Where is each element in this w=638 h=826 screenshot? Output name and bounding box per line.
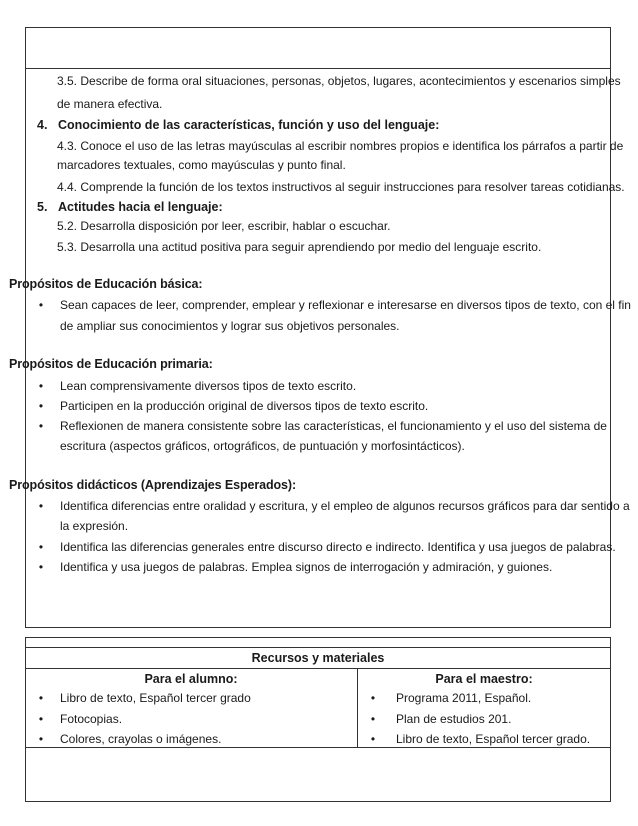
didacticos-bullet-1-line2: la expresión. xyxy=(60,519,129,533)
propositos-primaria-title: Propósitos de Educación primaria: xyxy=(9,357,213,371)
primaria-bullet-3-line1: Reflexionen de manera consistente sobre las características, el funcionamiento y el uso del sistema de xyxy=(60,419,607,433)
didacticos-bullet-1-line1: Identifica diferencias entre oralidad y escritura, y el empleo de algunos recursos gráficos para dar sentido a xyxy=(60,499,630,513)
bullet-icon: • xyxy=(38,419,44,433)
bullet-icon: • xyxy=(38,499,44,513)
basica-bullet-1-line2: de ampliar sus conocimientos y lograr sus objetivos personales. xyxy=(60,319,400,333)
maestro-column-title: Para el maestro: xyxy=(435,672,533,686)
didacticos-bullet-2: Identifica las diferencias generales entre discurso directo e indirecto. Identifica y usa juegos de palabras. xyxy=(60,540,616,554)
resources-title: Recursos y materiales xyxy=(251,651,385,665)
bullet-icon: • xyxy=(38,691,44,705)
item-4-3-line2: marcadores textuales, como mayúsculas y punto final. xyxy=(57,158,346,172)
bullet-icon: • xyxy=(38,732,44,746)
didacticos-bullet-3: Identifica y usa juegos de palabras. Emplea signos de interrogación y admiración, y guiones. xyxy=(60,560,553,574)
propositos-basica-title: Propósitos de Educación básica: xyxy=(9,277,203,291)
maestro-item: Plan de estudios 201. xyxy=(396,712,512,726)
alumno-item: Colores, crayolas o imágenes. xyxy=(60,732,222,746)
heading-5-number: 5. xyxy=(37,200,48,214)
item-5-3: 5.3. Desarrolla una actitud positiva para seguir aprendiendo por medio del lenguaje escrito. xyxy=(57,240,542,254)
resources-top-divider xyxy=(25,647,611,648)
bullet-icon: • xyxy=(38,379,44,393)
resources-bottom-divider xyxy=(25,747,611,748)
item-3-5-line1: 3.5. Describe de forma oral situaciones, personas, objetos, lugares, acontecimientos y escenarios simples xyxy=(57,74,621,88)
alumno-item: Fotocopias. xyxy=(60,712,123,726)
bullet-icon: • xyxy=(38,399,44,413)
item-5-2: 5.2. Desarrolla disposición por leer, escribir, hablar o escuchar. xyxy=(57,219,391,233)
primaria-bullet-3-line2: escritura (aspectos gráficos, ortográficos, de puntuación y morfosintácticos). xyxy=(60,439,465,453)
resources-header-divider xyxy=(25,668,611,669)
bullet-icon: • xyxy=(370,691,376,705)
bullet-icon: • xyxy=(38,540,44,554)
bullet-icon: • xyxy=(370,712,376,726)
heading-4 xyxy=(37,117,439,133)
maestro-item: Programa 2011, Español. xyxy=(396,691,532,705)
heading-5-text: Actitudes hacia el lenguaje: xyxy=(58,200,223,214)
heading-5 xyxy=(37,199,223,215)
primaria-bullet-2: Participen en la producción original de diversos tipos de texto escrito. xyxy=(60,399,429,413)
alumno-column-title: Para el alumno: xyxy=(144,672,238,686)
bullet-icon: • xyxy=(370,732,376,746)
alumno-item: Libro de texto, Español tercer grado xyxy=(60,691,251,705)
primaria-bullet-1: Lean comprensivamente diversos tipos de texto escrito. xyxy=(60,379,357,393)
propositos-didacticos-title: Propósitos didácticos (Aprendizajes Esperados): xyxy=(9,478,297,492)
item-3-5-line2: de manera efectiva. xyxy=(57,97,163,111)
item-4-3-line1: 4.3. Conoce el uso de las letras mayúsculas al escribir nombres propios e identifica los párrafos a partir de xyxy=(57,139,624,153)
basica-bullet-1-line1: Sean capaces de leer, comprender, emplear y reflexionar e interesarse en diversos tipos de texto, con el fin xyxy=(60,298,631,312)
maestro-item: Libro de texto, Español tercer grado. xyxy=(396,732,591,746)
heading-4-number: 4. xyxy=(37,118,48,132)
bullet-icon: • xyxy=(38,560,44,574)
header-divider xyxy=(25,68,611,69)
bullet-icon: • xyxy=(38,298,44,312)
item-4-4: 4.4. Comprende la función de los textos instructivos al seguir instrucciones para resolver tareas cotidianas. xyxy=(57,180,625,194)
bullet-icon: • xyxy=(38,712,44,726)
heading-4-text: Conocimiento de las características, función y uso del lenguaje: xyxy=(58,118,440,132)
